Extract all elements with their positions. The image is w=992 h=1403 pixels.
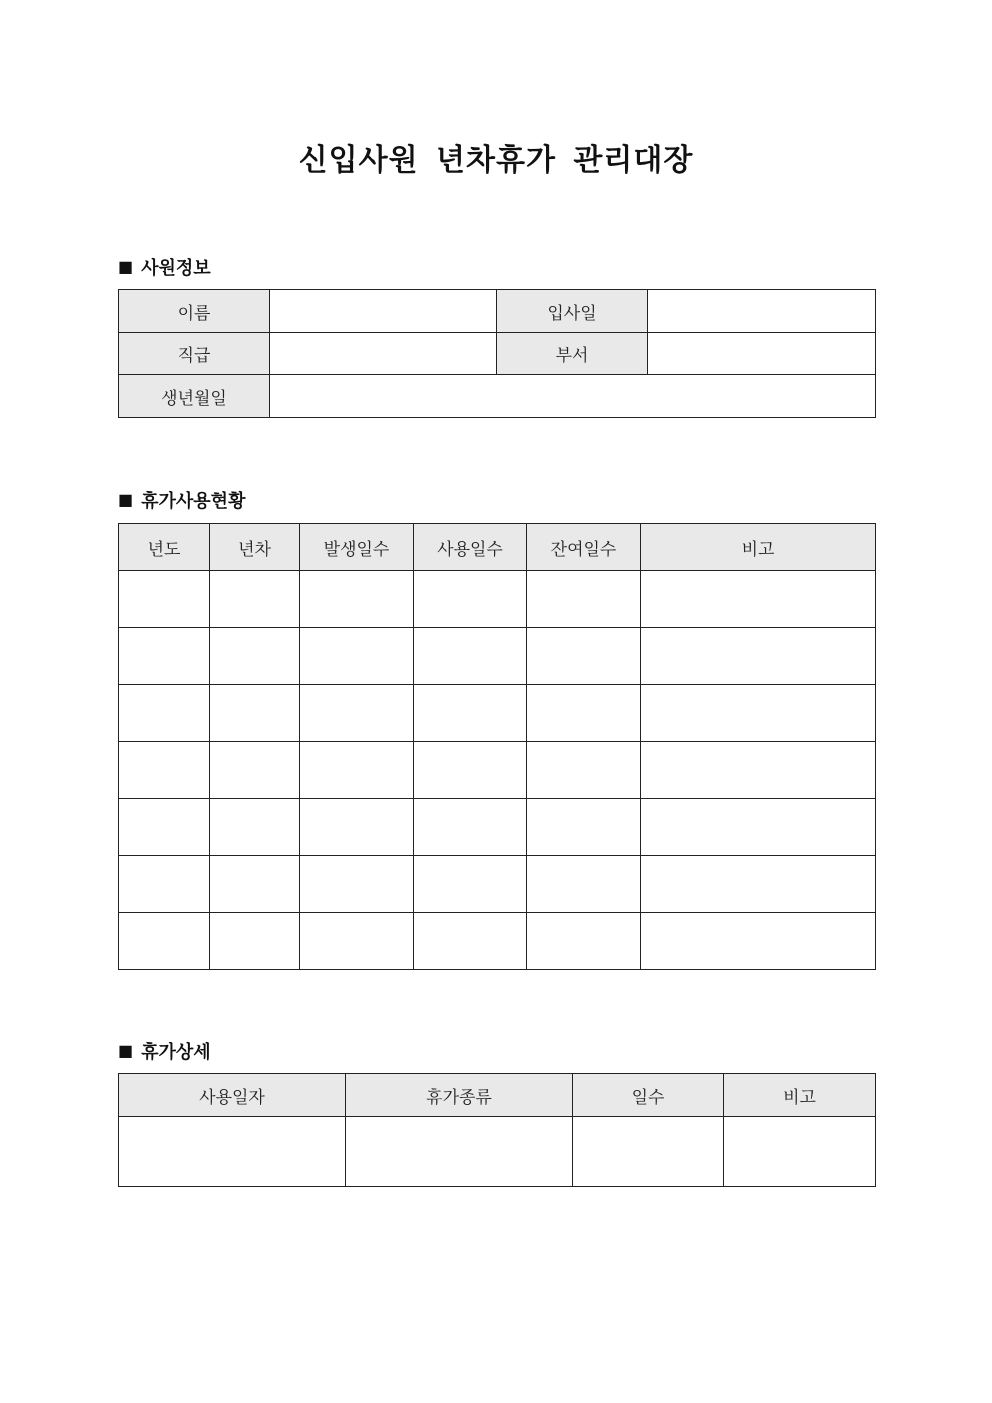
remarks-cell[interactable] (641, 913, 876, 970)
accrued-days-cell[interactable] (300, 856, 414, 913)
department-label: 부서 (497, 333, 648, 375)
birth-date-label: 생년월일 (119, 375, 270, 418)
remarks-cell[interactable] (641, 685, 876, 742)
table-header-row (119, 524, 876, 571)
table-row (119, 333, 876, 375)
column-header-used-days: 사용일수 (414, 524, 527, 571)
leave-type-cell[interactable] (346, 1117, 573, 1187)
column-header-remarks: 비고 (641, 524, 876, 571)
remaining-days-cell[interactable] (527, 799, 641, 856)
accrued-days-cell[interactable] (300, 571, 414, 628)
column-header-remarks: 비고 (724, 1074, 876, 1117)
remarks-cell[interactable] (724, 1117, 876, 1187)
position-label: 직급 (119, 333, 270, 375)
table-row (119, 856, 876, 913)
table-row (119, 628, 876, 685)
year-cell[interactable] (119, 799, 210, 856)
hire-date-label: 입사일 (497, 290, 648, 333)
employee-info-heading-text: 사원정보 (141, 258, 211, 279)
year-cell[interactable] (119, 913, 210, 970)
table-row (119, 799, 876, 856)
employee-info-table (118, 289, 876, 418)
table-row (119, 571, 876, 628)
used-days-cell[interactable] (414, 856, 527, 913)
position-field[interactable] (270, 333, 497, 375)
leave-status-heading (118, 487, 245, 513)
used-days-cell[interactable] (414, 742, 527, 799)
accrued-days-cell[interactable] (300, 685, 414, 742)
leave-year-cell[interactable] (210, 571, 300, 628)
department-field[interactable] (648, 333, 876, 375)
column-header-leave-year: 년차 (210, 524, 300, 571)
table-row (119, 1117, 876, 1187)
birth-date-field[interactable] (270, 375, 876, 418)
leave-detail-table (118, 1073, 876, 1187)
remarks-cell[interactable] (641, 856, 876, 913)
accrued-days-cell[interactable] (300, 628, 414, 685)
accrued-days-cell[interactable] (300, 913, 414, 970)
square-bullet-icon: ■ (118, 257, 134, 276)
remarks-cell[interactable] (641, 742, 876, 799)
leave-year-cell[interactable] (210, 856, 300, 913)
used-days-cell[interactable] (414, 571, 527, 628)
remarks-cell[interactable] (641, 799, 876, 856)
remaining-days-cell[interactable] (527, 742, 641, 799)
table-row (119, 742, 876, 799)
table-row (119, 290, 876, 333)
leave-year-cell[interactable] (210, 742, 300, 799)
column-header-days: 일수 (573, 1074, 724, 1117)
column-header-use-date: 사용일자 (119, 1074, 346, 1117)
used-days-cell[interactable] (414, 913, 527, 970)
year-cell[interactable] (119, 856, 210, 913)
leave-detail-heading (118, 1038, 211, 1064)
table-header-row (119, 1074, 876, 1117)
leave-year-cell[interactable] (210, 685, 300, 742)
remaining-days-cell[interactable] (527, 856, 641, 913)
remaining-days-cell[interactable] (527, 571, 641, 628)
used-days-cell[interactable] (414, 685, 527, 742)
leave-detail-heading-text: 휴가상세 (141, 1042, 211, 1063)
used-days-cell[interactable] (414, 799, 527, 856)
square-bullet-icon: ■ (118, 1041, 134, 1060)
remaining-days-cell[interactable] (527, 913, 641, 970)
year-cell[interactable] (119, 742, 210, 799)
remarks-cell[interactable] (641, 628, 876, 685)
column-header-remaining-days: 잔여일수 (527, 524, 641, 571)
column-header-year: 년도 (119, 524, 210, 571)
leave-year-cell[interactable] (210, 799, 300, 856)
table-row (119, 375, 876, 418)
leave-year-cell[interactable] (210, 913, 300, 970)
column-header-leave-type: 휴가종류 (346, 1074, 573, 1117)
hire-date-field[interactable] (648, 290, 876, 333)
document-title: 신입사원 년차휴가 관리대장 (298, 143, 694, 178)
accrued-days-cell[interactable] (300, 799, 414, 856)
leave-status-heading-text: 휴가사용현황 (141, 491, 246, 512)
remaining-days-cell[interactable] (527, 685, 641, 742)
year-cell[interactable] (119, 628, 210, 685)
accrued-days-cell[interactable] (300, 742, 414, 799)
year-cell[interactable] (119, 571, 210, 628)
table-row (119, 685, 876, 742)
square-bullet-icon: ■ (118, 490, 134, 509)
name-label: 이름 (119, 290, 270, 333)
year-cell[interactable] (119, 685, 210, 742)
employee-info-heading (118, 254, 211, 280)
column-header-accrued-days: 발생일수 (300, 524, 414, 571)
name-field[interactable] (270, 290, 497, 333)
remarks-cell[interactable] (641, 571, 876, 628)
used-days-cell[interactable] (414, 628, 527, 685)
table-row (119, 913, 876, 970)
days-cell[interactable] (573, 1117, 724, 1187)
leave-status-table (118, 523, 876, 970)
remaining-days-cell[interactable] (527, 628, 641, 685)
leave-year-cell[interactable] (210, 628, 300, 685)
use-date-cell[interactable] (119, 1117, 346, 1187)
